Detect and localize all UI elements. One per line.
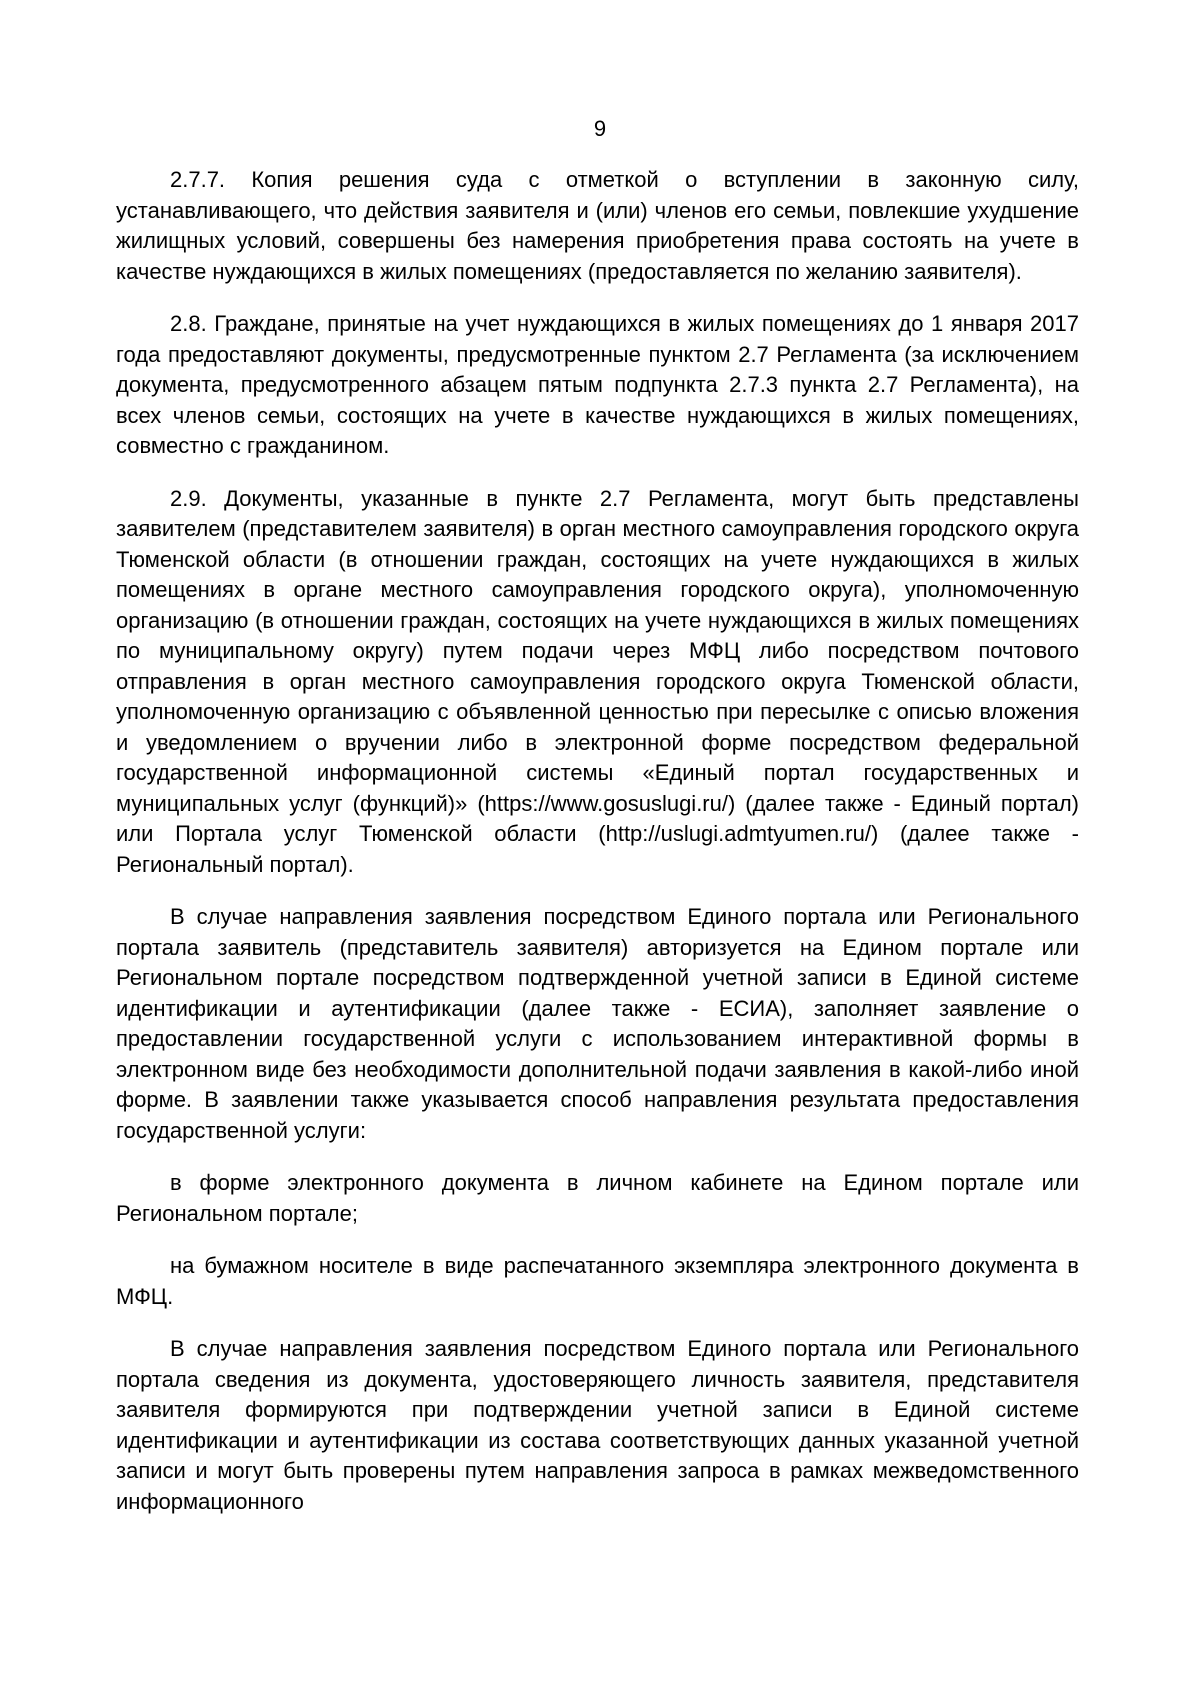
- paragraph-2-7-7: 2.7.7. Копия решения суда с отметкой о вступлении в законную силу, устанавливающего, что действия заявителя и (или) членов его семьи, повлекшие ухудшение жилищных условий, совершены без намерения приобретения права состоять на учете в качестве нуждающихся в жилых помещениях (предоставляется по желанию заявителя).: [116, 167, 1079, 284]
- paragraph-identity-data: В случае направления заявления посредством Единого портала или Регионального портала сведения из документа, удостоверяющего личность заявителя, представителя заявителя формируются при подтверждении учетной записи в Единой системе идентификации и аутентификации из состава соответствующих данных указанной учетной записи и могут быть проверены путем направления запроса в рамках межведомственного информационного: [116, 1336, 1079, 1514]
- paragraph-electronic-option: в форме электронного документа в личном кабинете на Едином портале или Региональном портале;: [116, 1170, 1079, 1226]
- paragraph-2-9: 2.9. Документы, указанные в пункте 2.7 Регламента, могут быть представлены заявителем (представителем заявителя) в орган местного самоуправления городского округа Тюменской области (в отношении граждан, состоящих на учете нуждающихся в жилых помещениях в органе местного самоуправления городского округа), уполномоченную организацию (в отношении граждан, состоящих на учете нуждающихся в жилых помещениях по муниципальному округу) путем подачи через МФЦ либо посредством почтового отправления в орган местного самоуправления городского округа Тюменской области, уполномоченную организацию с объявленной ценностью при пересылке с описью вложения и уведомлением о вручении либо в электронной форме посредством федеральной государственной информационной системы «Единый портал государственных и муниципальных услуг (функций)» (https://www.gosuslugi.ru/) (далее также - Единый портал) или Портала услуг Тюменской области (http://uslugi.admtyumen.ru/) (далее также - Региональный портал).: [116, 485, 1079, 877]
- document-body: [116, 165, 1079, 1517]
- paragraph-portal-submission: В случае направления заявления посредством Единого портала или Регионального портала заявитель (представитель заявителя) авторизуется на Едином портале или Региональном портале посредством подтвержденной учетной записи в Единой системе идентификации и аутентификации (далее также - ЕСИА), заполняет заявление о предоставлении государственной услуги с использованием интерактивной формы в электронном виде без необходимости дополнительной подачи заявления в какой-либо иной форме. В заявлении также указывается способ направления результата предоставления государственной услуги:: [116, 904, 1079, 1143]
- paragraph-2-8: 2.8. Граждане, принятые на учет нуждающихся в жилых помещениях до 1 января 2017 года предоставляют документы, предусмотренные пунктом 2.7 Регламента (за исключением документа, предусмотренного абзацем пятым подпункта 2.7.3 пункта 2.7 Регламента), на всех членов семьи, состоящих на учете в качестве нуждающихся в жилых помещениях, совместно с гражданином.: [116, 311, 1079, 458]
- page-number: 9: [593, 116, 607, 141]
- paragraph-paper-option: на бумажном носителе в виде распечатанного экземпляра электронного документа в МФЦ.: [116, 1253, 1079, 1309]
